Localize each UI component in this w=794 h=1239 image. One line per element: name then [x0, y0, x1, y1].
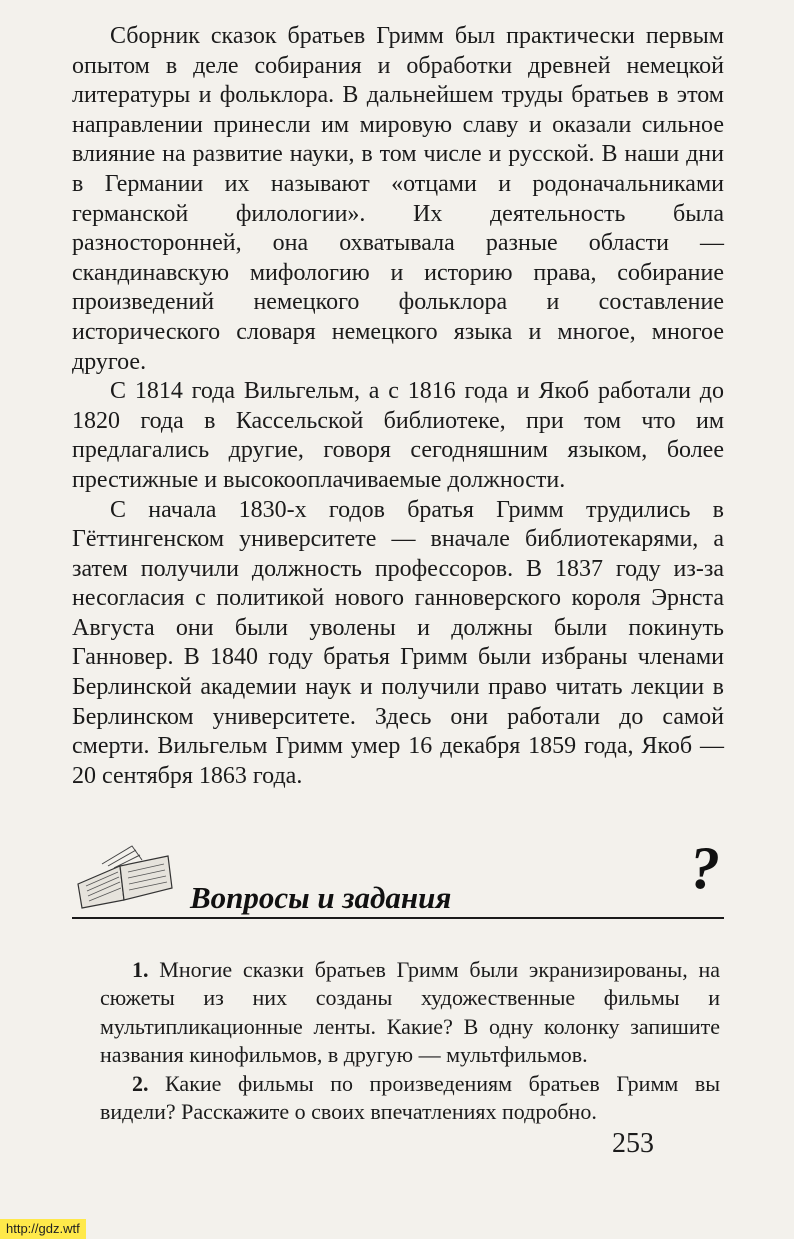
task-text: Многие сказки братьев Гримм были экранизированы, на сюжеты из них созданы художественные фильмы и мультипликационные ленты. Какие? В одну колонку запишите названия кинофильмов, в другую — мультфильмов.: [100, 957, 720, 1068]
task-item: [100, 956, 720, 1070]
task-number: 1.: [132, 957, 149, 982]
task-text: Какие фильмы по произведениям братьев Гримм вы видели? Расскажите о своих впечатлениях подробно.: [100, 1070, 721, 1125]
section-title: Вопросы и задания: [190, 880, 452, 915]
open-book-icon: [72, 838, 176, 910]
page-number: 253: [612, 1128, 654, 1159]
section-header: [72, 835, 724, 922]
question-mark-icon: ?: [690, 835, 720, 901]
paragraph: С начала 1830-х годов братья Гримм трудились в Гёттингенском университете — вначале библиотекарями, а затем получили должность профессоров. В 1837 году из-за несогласия с политикой нового ганноверского короля Эрнста Августа они были уволены и должны были покинуть Ганновер. В 1840 году братья Гримм были избраны членами Берлинской академии наук и получили право читать лекции в Берлинском университете. Здесь они работали до самой смерти. Вильгельм Гримм умер 16 декабря 1859 года, Якоб — 20 сентября 1863 года.: [72, 496, 724, 789]
paragraph: Сборник сказок братьев Гримм был практически первым опытом в деле собирания и обработки древней немецкой литературы и фольклора. В дальнейшем труды братьев в этом направлении принесли им мировую славу и оказали сильное влияние на развитие науки, в том числе и русской. В наши дни в Германии их называют «отцами и родоначальниками германской филологии». Их деятельность была разносторонней, она охватывала разные области — скандинавскую мифологию и историю права, собирание произведений немецкого фольклора и составление исторического словаря немецкого языка и многое, многое другое.: [72, 23, 724, 375]
task-number: 2.: [132, 1070, 149, 1096]
section-divider: [72, 917, 724, 919]
body-text: [72, 22, 724, 791]
task-item: [100, 1070, 720, 1127]
task-list: [100, 956, 720, 1126]
paragraph: С 1814 года Вильгельм, а с 1816 года и Якоб работали до 1820 года в Кассельской библиотеке, при том что им предлагались другие, говоря сегодняшним языком, более престижные и высокооплачиваемые должности.: [72, 378, 724, 493]
watermark-link[interactable]: http://gdz.wtf: [0, 1219, 86, 1239]
